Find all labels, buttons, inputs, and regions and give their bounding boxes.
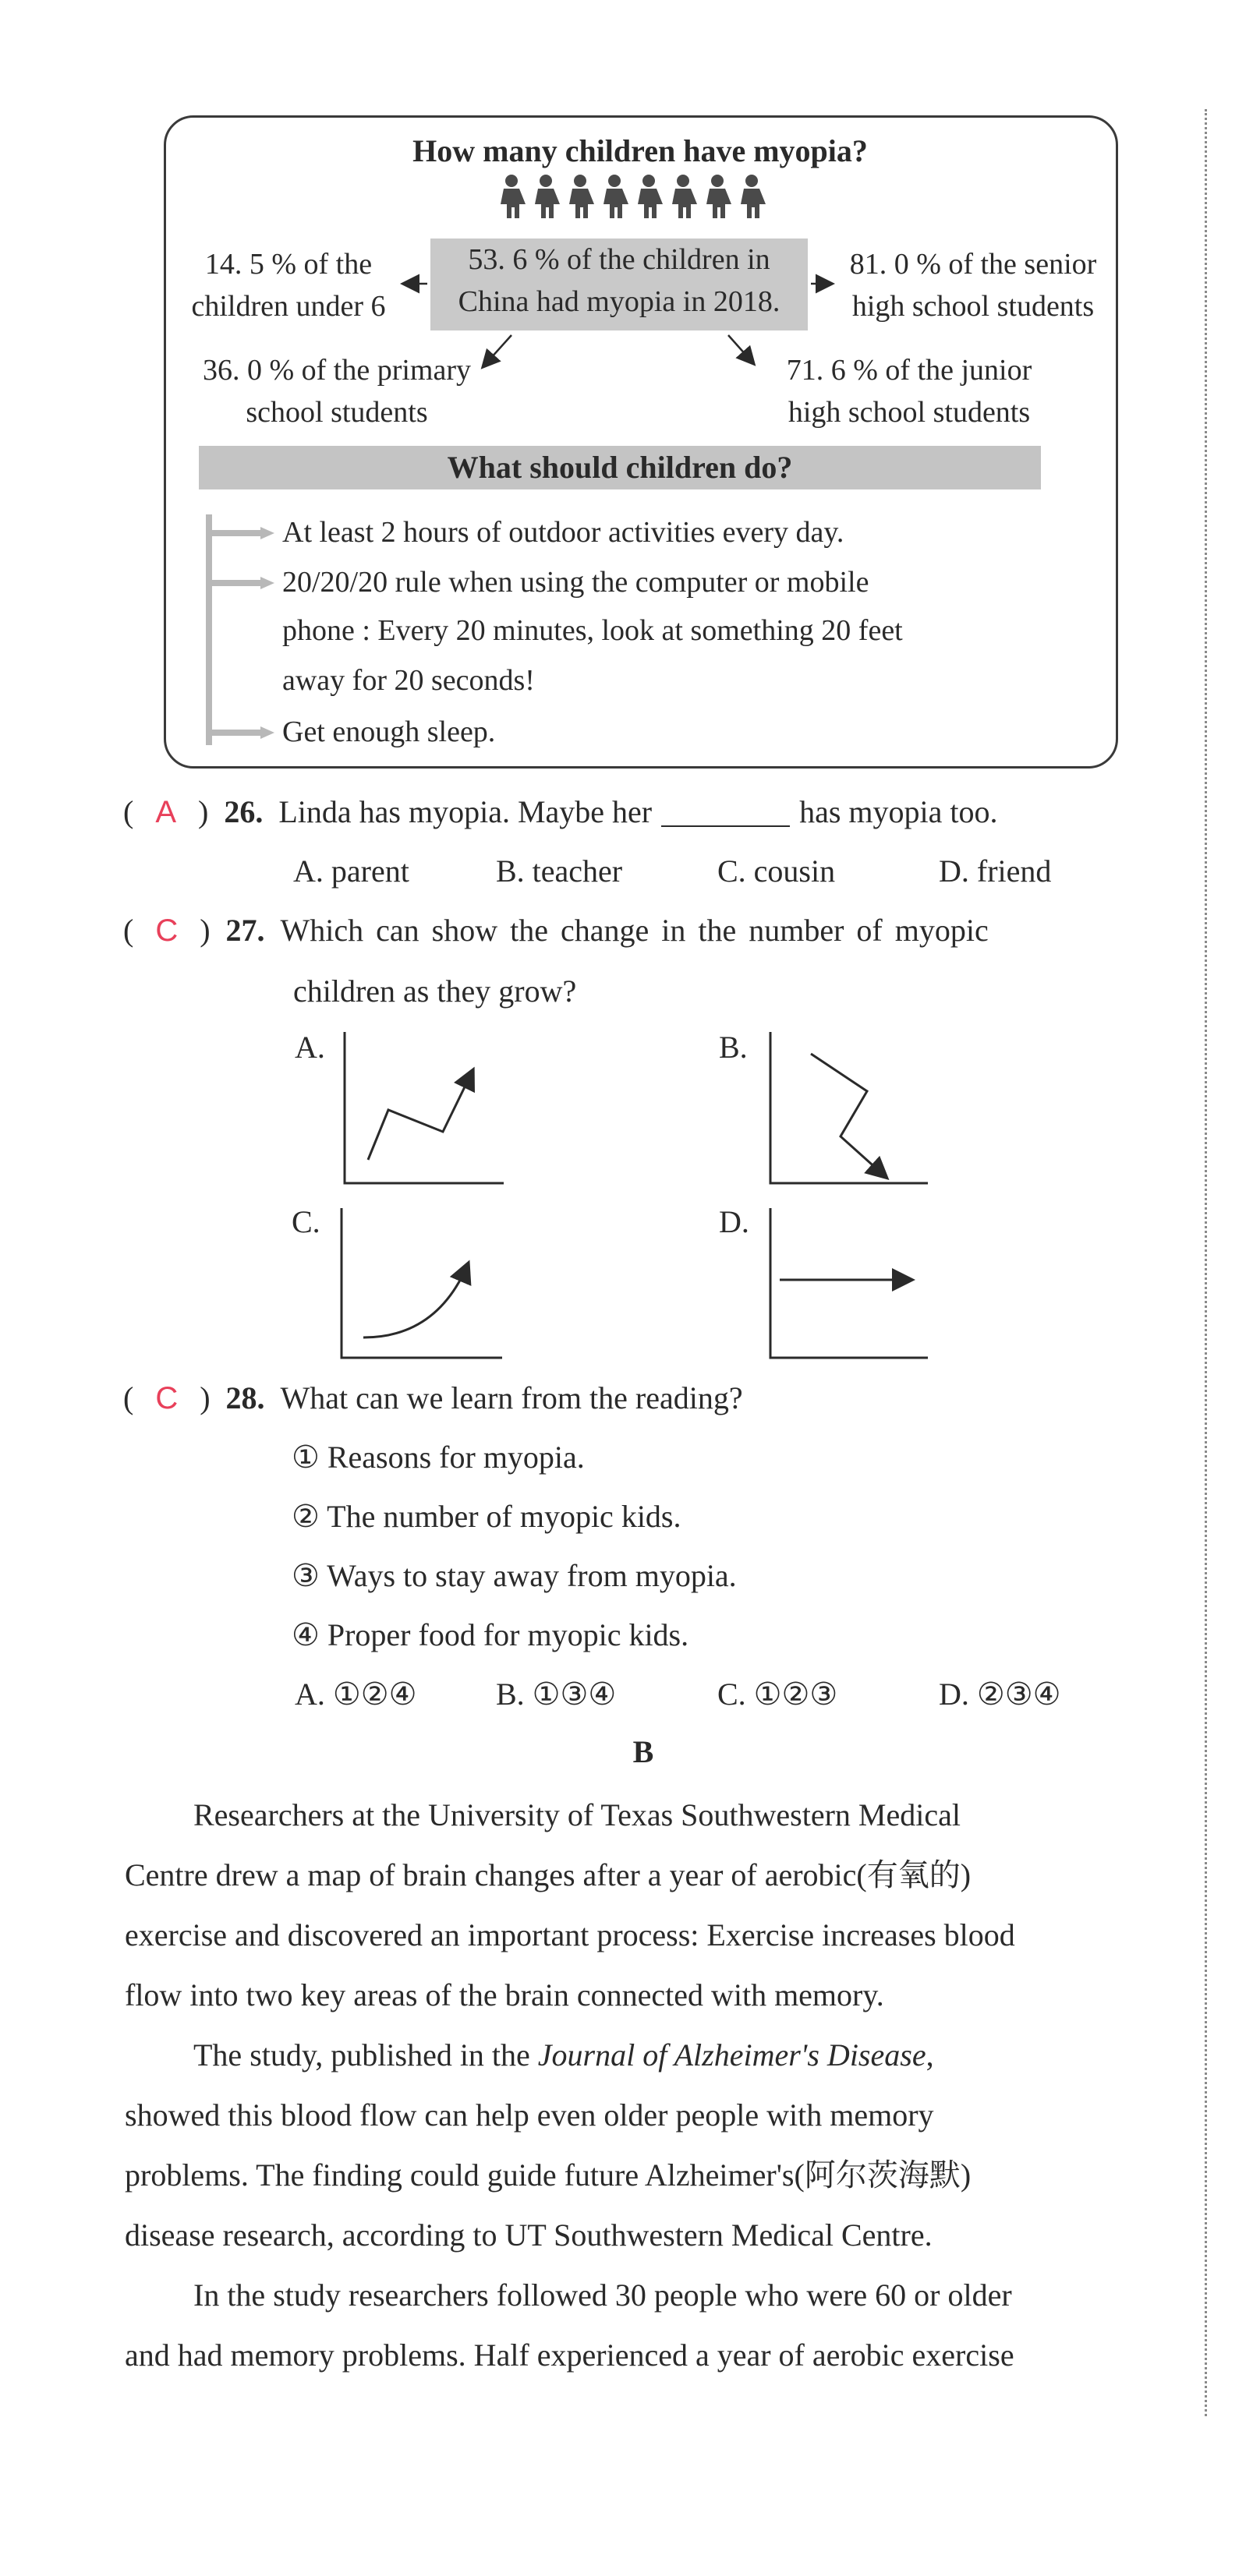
fact-junior-line2: high school students [788, 396, 1031, 429]
tip-3: Get enough sleep. [282, 716, 496, 748]
question-27 [123, 912, 989, 949]
p3-line1: In the study researchers followed 30 people who were 60 or older [193, 2277, 1012, 2313]
fact-under6-line1: 14. 5 % of the [204, 248, 373, 281]
tip-2-line3: away for 20 seconds! [282, 664, 535, 697]
p1-line1: Researchers at the University of Texas Southwestern Medical [193, 1797, 961, 1832]
question-27-line2: children as they grow? [293, 974, 577, 1009]
p2-line2: showed this blood flow can help even older people with memory [125, 2097, 934, 2133]
graph-b-curve [811, 1054, 886, 1177]
paren-open: ( [123, 1380, 134, 1415]
tips-list [204, 514, 1000, 748]
q28-item-3: ③ Ways to stay away from myopia. [292, 1558, 737, 1593]
graph-d-label: D. [719, 1204, 749, 1239]
arrow-down-left [483, 335, 511, 366]
p2-text: The study, published in the [193, 2037, 530, 2072]
paren-close: ) [198, 794, 209, 829]
graph-c-label: C. [292, 1204, 320, 1239]
center-fact-line1: 53. 6 % of the children in [468, 243, 770, 276]
tip-2-line2: phone : Every 20 minutes, look at something 20 feet [282, 614, 903, 647]
paren-open: ( [123, 913, 134, 948]
infographic-title: How many children have myopia? [412, 133, 868, 168]
section-b-text [125, 1785, 1170, 2385]
paren-close: ) [200, 1380, 211, 1415]
q26-option-d: D. friend [939, 853, 1052, 889]
fact-primary-line2: school students [246, 396, 428, 429]
paren-close: ) [200, 913, 211, 948]
question-26 [123, 793, 998, 830]
question-number: 28. [225, 1380, 265, 1415]
fact-senior-line1: 81. 0 % of the senior [849, 248, 1097, 281]
q26-option-b: B. teacher [496, 853, 623, 889]
q28-item-2: ② The number of myopic kids. [292, 1499, 681, 1534]
answer-26: A [155, 795, 177, 829]
question-text: Which can show the change in the number of myopic [280, 913, 989, 948]
question-28 [123, 1380, 743, 1416]
center-fact-line2: China had myopia in 2018. [458, 285, 780, 318]
fact-primary-line1: 36. 0 % of the primary [202, 354, 472, 387]
journal-title: Journal of Alzheimer's Disease [537, 2037, 926, 2072]
paragraph-2 [125, 2025, 1170, 2265]
p2-line4: disease research, according to UT Southwestern Medical Centre. [125, 2217, 933, 2253]
q28-item-1: ① Reasons for myopia. [292, 1440, 585, 1475]
section-b-heading: B [632, 1734, 654, 1769]
answer-27: C [155, 913, 179, 948]
arrow-down-right [728, 335, 753, 363]
paragraph-3 [125, 2265, 1170, 2385]
paren-open: ( [123, 794, 134, 829]
question-text: What can we learn from the reading? [280, 1380, 743, 1415]
question-number: 27. [225, 913, 265, 948]
graph-a-label: A. [295, 1030, 325, 1065]
question-text-end: has myopia too. [799, 794, 998, 829]
p1-line4: flow into two key areas of the brain connected with memory. [125, 1977, 884, 2012]
fact-junior-line1: 71. 6 % of the junior [786, 354, 1032, 387]
tips-bracket [204, 514, 282, 748]
graph-c-curve [363, 1264, 468, 1337]
p2-line1 [125, 2025, 1170, 2085]
p1-line3: exercise and discovered an important process: Exercise increases blood [125, 1917, 1015, 1952]
question-text: Linda has myopia. Maybe her [278, 794, 653, 829]
q28-option-c: C. ①②③ [717, 1677, 838, 1712]
p1-line2: Centre drew a map of brain changes after a year of aerobic(有氧的) [125, 1857, 972, 1892]
q28-item-4: ④ Proper food for myopic kids. [292, 1617, 689, 1652]
fact-senior-line2: high school students [851, 290, 1095, 323]
tips-banner: What should children do? [199, 446, 1041, 489]
p2-comma: , [926, 2037, 934, 2072]
q26-option-a: A. parent [293, 853, 409, 889]
graph-c-axes [342, 1208, 502, 1358]
p2-line3: problems. The finding could guide future Alzheimer's(阿尔茨海默) [125, 2157, 972, 2193]
graph-b-axes [770, 1032, 928, 1183]
p3-line2: and had memory problems. Half experienced a year of aerobic exercise [125, 2337, 1014, 2373]
q28-option-a: A. ①②④ [295, 1677, 417, 1712]
answer-blank [661, 802, 790, 827]
question-number: 26. [224, 794, 264, 829]
q27-graphs [0, 1013, 1253, 1372]
tip-1: At least 2 hours of outdoor activities every day. [282, 516, 844, 549]
q28-option-b: B. ①③④ [496, 1677, 617, 1712]
answer-28: C [155, 1381, 179, 1415]
q26-option-c: C. cousin [717, 853, 836, 889]
q28-option-d: D. ②③④ [939, 1677, 1061, 1712]
tip-2-line1: 20/20/20 rule when using the computer or mobile [282, 566, 869, 599]
graph-b-label: B. [719, 1030, 748, 1065]
graph-a-axes [345, 1032, 504, 1183]
graph-d-axes [770, 1208, 928, 1358]
graph-a-curve [368, 1071, 473, 1160]
paragraph-1 [125, 1785, 1170, 2025]
fact-under6-line2: children under 6 [191, 290, 386, 323]
